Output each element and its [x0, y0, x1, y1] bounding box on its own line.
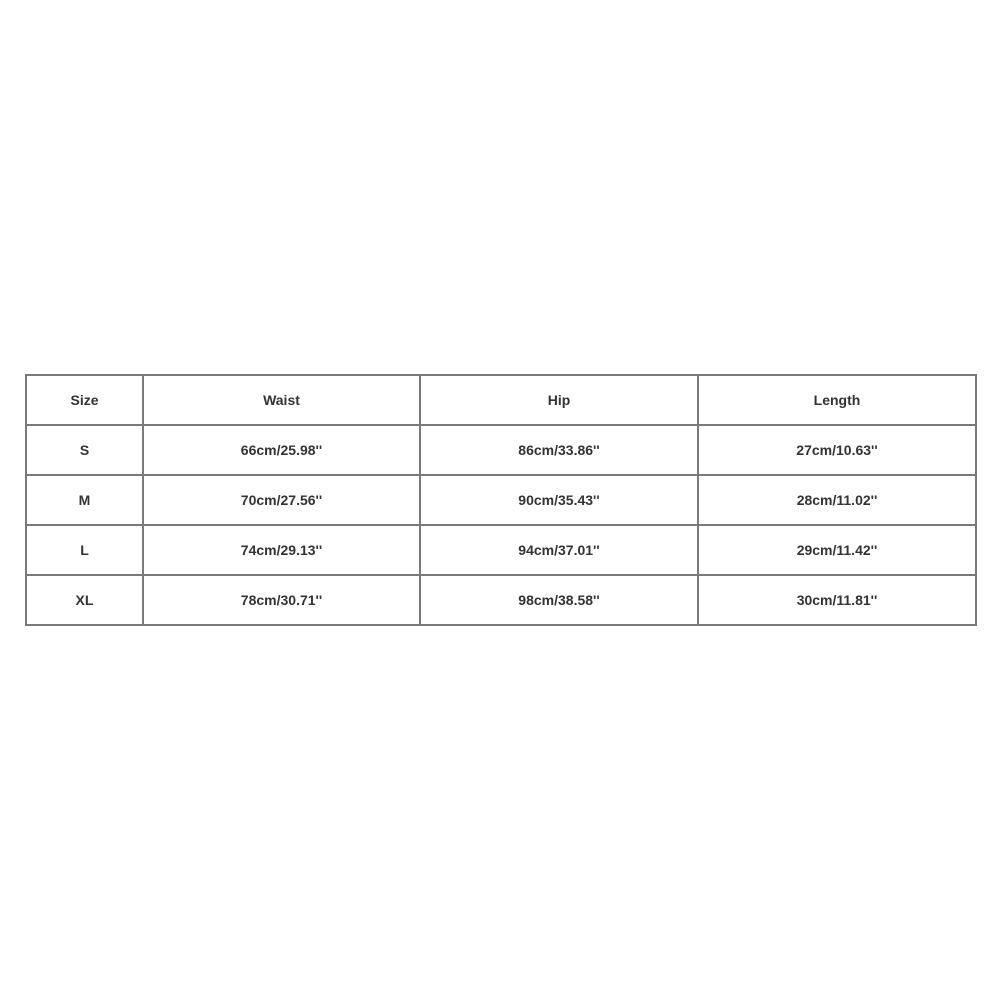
cell-size: L	[26, 525, 143, 575]
cell-length: 29cm/11.42''	[698, 525, 976, 575]
cell-length: 30cm/11.81''	[698, 575, 976, 625]
cell-size: S	[26, 425, 143, 475]
table-row	[26, 575, 976, 625]
table-row	[26, 525, 976, 575]
cell-size: XL	[26, 575, 143, 625]
cell-waist: 78cm/30.71''	[143, 575, 420, 625]
header-hip: Hip	[420, 375, 698, 425]
cell-hip: 90cm/35.43''	[420, 475, 698, 525]
cell-hip: 86cm/33.86''	[420, 425, 698, 475]
header-size: Size	[26, 375, 143, 425]
cell-waist: 74cm/29.13''	[143, 525, 420, 575]
cell-size: M	[26, 475, 143, 525]
table-row	[26, 425, 976, 475]
cell-hip: 98cm/38.58''	[420, 575, 698, 625]
cell-waist: 70cm/27.56''	[143, 475, 420, 525]
header-row	[26, 375, 976, 425]
cell-length: 27cm/10.63''	[698, 425, 976, 475]
header-waist: Waist	[143, 375, 420, 425]
cell-hip: 94cm/37.01''	[420, 525, 698, 575]
size-chart-table	[25, 374, 977, 626]
cell-waist: 66cm/25.98''	[143, 425, 420, 475]
table-row	[26, 475, 976, 525]
cell-length: 28cm/11.02''	[698, 475, 976, 525]
header-length: Length	[698, 375, 976, 425]
